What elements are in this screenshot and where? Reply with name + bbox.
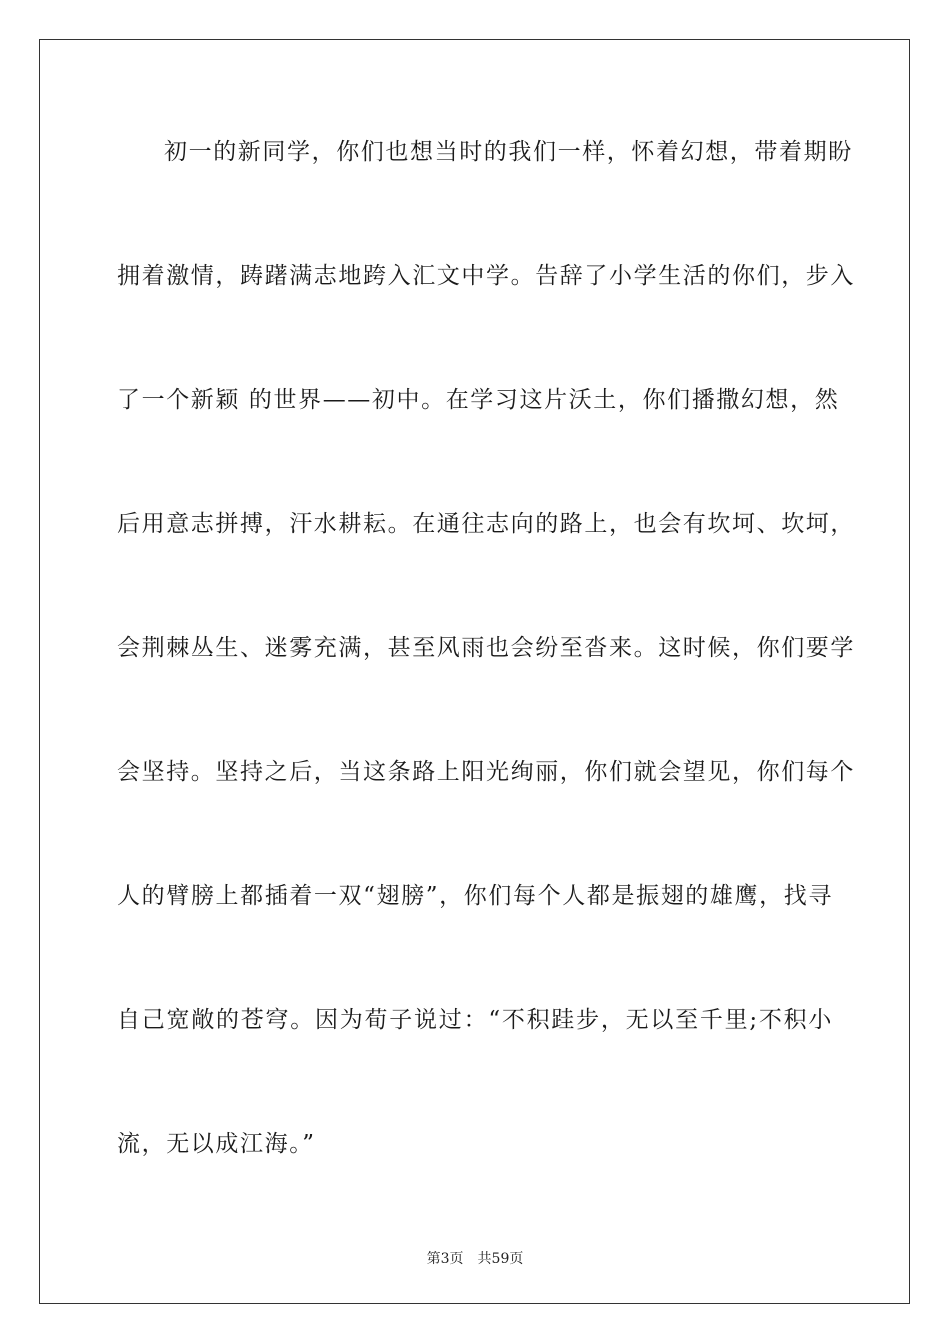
paragraph-line: 流，无以成江海。”: [117, 1131, 316, 1157]
page-border: [39, 39, 910, 1304]
paragraph-line: 拥着激情，踌躇满志地跨入汇文中学。告辞了小学生活的你们，步入: [117, 263, 855, 289]
paragraph-line: 后用意志拼搏，汗水耕耘。在通往志向的路上，也会有坎坷、坎坷，: [117, 511, 855, 537]
paragraph-line: 会坚持。坚持之后，当这条路上阳光绚丽，你们就会望见，你们每个: [117, 759, 855, 785]
page-number: 第3页: [426, 1251, 464, 1267]
page-footer: [0, 1248, 950, 1268]
paragraph-line: 了一个新颖 的世界——初中。在学习这片沃土，你们播撒幻想，然: [117, 387, 840, 413]
paragraph-line: 初一的新同学，你们也想当时的我们一样，怀着幻想，带着期盼: [164, 139, 853, 165]
paragraph-line: 自己宽敞的苍穹。因为荀子说过：“不积跬步，无以至千里;不积小: [117, 1007, 833, 1033]
paragraph-line: 会荆棘丛生、迷雾充满，甚至风雨也会纷至沓来。这时候，你们要学: [117, 635, 855, 661]
page-total: 共59页: [477, 1251, 524, 1267]
paragraph-line: 人的臂膀上都插着一双“翅膀”，你们每个人都是振翅的雄鹰，找寻: [117, 883, 833, 909]
